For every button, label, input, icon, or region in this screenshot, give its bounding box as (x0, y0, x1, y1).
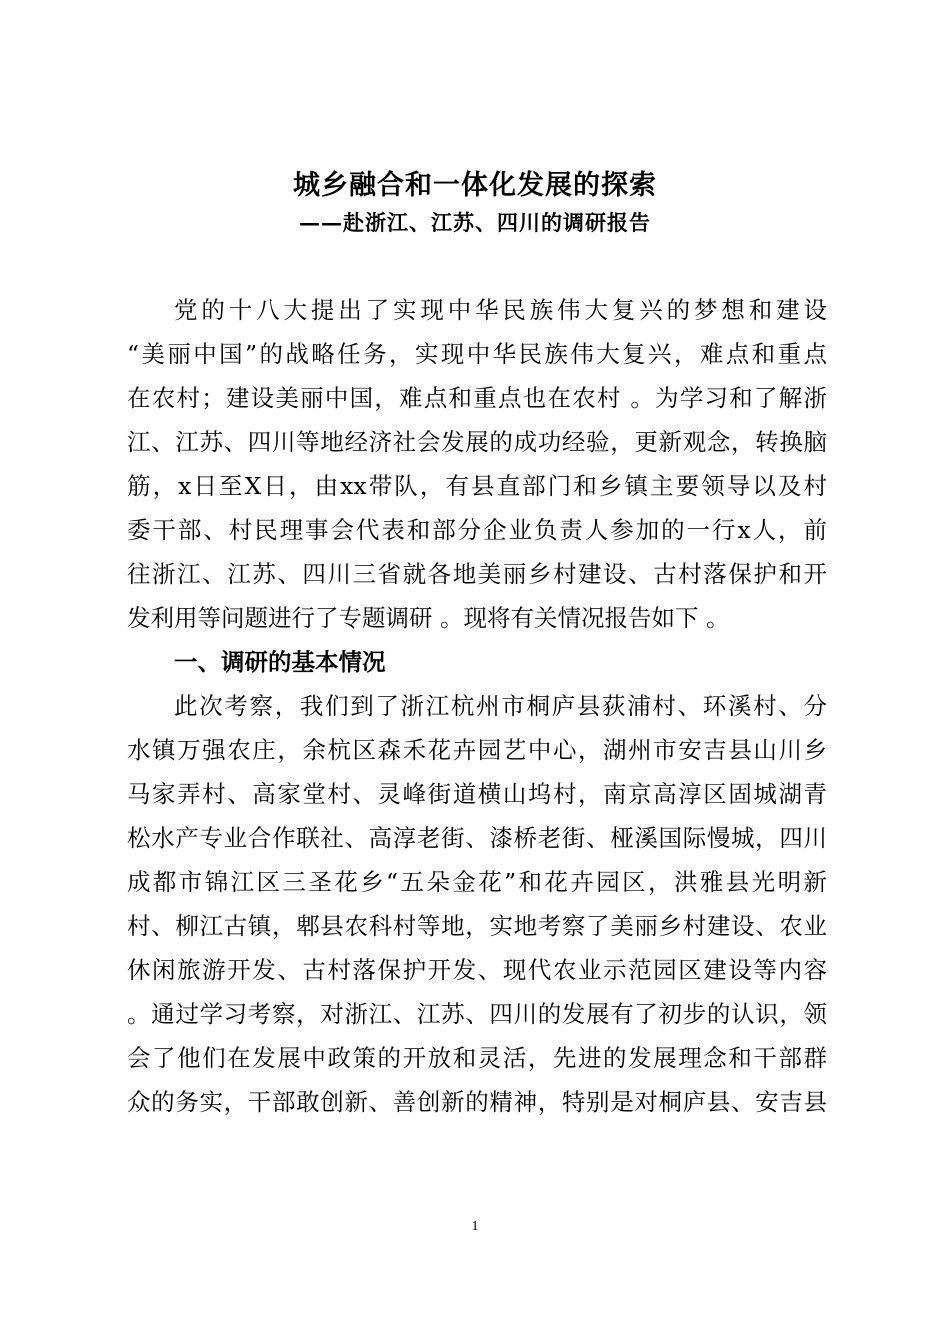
document-title: 城乡融合和一体化发展的探索 (293, 170, 657, 201)
text-line: 。通过学习考察，对浙江、江苏、四川的发展有了初步的认识，领 (127, 1000, 827, 1028)
text-line: 会了他们在发展中政策的开放和灵活，先进的发展理念和干部群 (127, 1044, 827, 1072)
text-line: “美丽中国”的战略任务，实现中华民族伟大复兴，难点和重点 (127, 340, 827, 368)
text-line: 成都市锦江区三圣花乡“五朵金花”和花卉园区，洪雅县光明新 (127, 868, 827, 896)
paragraph-intro (127, 288, 827, 640)
text-line: 松水产专业合作联社、高淳老街、漆桥老街、桠溪国际慢城，四川 (127, 824, 827, 852)
text-line: 马家弄村、高家堂村、灵峰街道横山坞村，南京高淳区固城湖青 (127, 780, 827, 808)
text-line: 水镇万强农庄，余杭区森禾花卉园艺中心，湖州市安吉县山川乡 (127, 736, 827, 764)
document-subtitle: ——赴浙江、江苏、四川的调研报告 (299, 210, 651, 235)
section-heading-block (127, 640, 827, 684)
text-line: 委干部、村民理事会代表和部分企业负责人参加的一行x人，前 (127, 516, 827, 544)
page-number: 1 (471, 1219, 479, 1234)
text-line: 筋，x日至X日，由xx带队，有县直部门和乡镇主要领导以及村 (127, 472, 827, 500)
text-line: 党的十八大提出了实现中华民族伟大复兴的梦想和建设 (174, 296, 827, 324)
text-line: 休闲旅游开发、古村落保护开发、现代农业示范园区建设等内容 (127, 956, 827, 984)
text-line: 众的务实，干部敢创新、善创新的精神，特别是对桐庐县、安吉县 (127, 1088, 827, 1116)
text-line: 村、柳江古镇，郫县农科村等地，实地考察了美丽乡村建设、农业 (127, 912, 827, 940)
text-line: 往浙江、江苏、四川三省就各地美丽乡村建设、古村落保护和开 (127, 560, 827, 588)
section-heading: 一、调研的基本情况 (174, 648, 386, 676)
text-line: 此次考察，我们到了浙江杭州市桐庐县荻浦村、环溪村、分 (174, 692, 827, 720)
text-line: 江、江苏、四川等地经济社会发展的成功经验，更新观念，转换脑 (127, 428, 827, 456)
text-line: 发利用等问题进行了专题调研 。现将有关情况报告如下 。 (127, 604, 730, 632)
paragraph-survey (127, 684, 827, 1124)
text-line: 在农村；建设美丽中国，难点和重点也在农村 。为学习和了解浙 (127, 384, 827, 412)
